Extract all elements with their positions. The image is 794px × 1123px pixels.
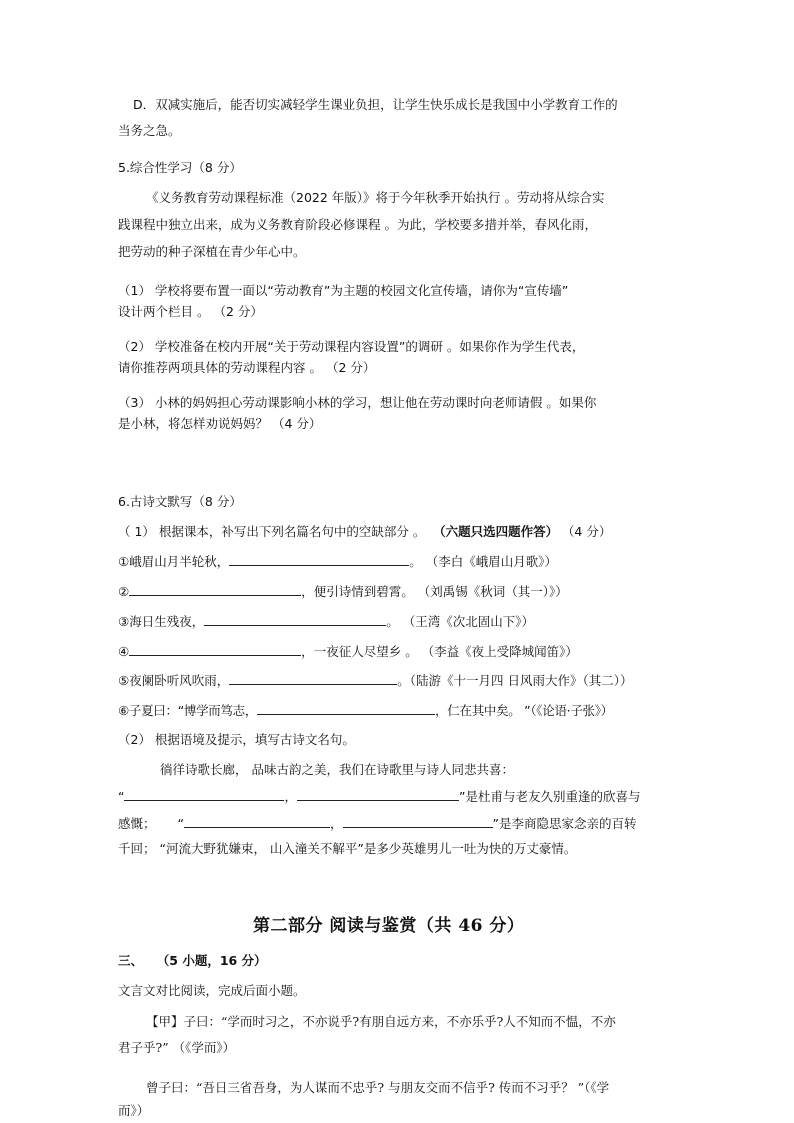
poem-6-source: ，仁在其中矣。 ”（《论语·子张》） <box>435 703 613 718</box>
poem-4-given: ，一夜征人尽望乡 。 （李益《夜上受降城闻笛》） <box>301 644 578 659</box>
fill-2-text: ”是李商隐思家念亲的百转 <box>492 816 637 831</box>
q6-sub2-intro: 徜徉诗歌长廊， 品味古韵之美，我们在诗歌里与诗人同悲共喜： <box>160 762 514 777</box>
poem-3-blank[interactable] <box>204 613 386 626</box>
fill-1-text: ”是杜甫与老友久别重逢的欣喜与 <box>459 789 641 804</box>
fill-2-blank-a[interactable] <box>184 815 330 828</box>
q6-sub1-note: （六题只选四题作答） <box>439 524 559 539</box>
poem-5-given: ⑤夜阑卧听风吹雨， <box>118 673 230 688</box>
option-d-line-2: 当务之急。 <box>118 123 181 138</box>
q5-intro-line-2: 践课程中独立出来，成为义务教育阶段必修课程 。为此，学校要多措并举，春风化雨， <box>118 217 597 232</box>
fill-2-open-quote: “ <box>177 816 184 831</box>
poem-2-number: ② <box>118 584 130 599</box>
fill-2-blank-b[interactable] <box>343 815 493 828</box>
poem-5-blank[interactable] <box>229 672 397 685</box>
q6-sub1-instruction <box>118 524 611 540</box>
q5-sub2-line-1: （2） 学校准备在校内开展“关于劳动课程内容设置”的调研 。如果你作为学生代表， <box>118 339 585 354</box>
q6-sub1-points: （4 分） <box>568 524 612 539</box>
poem-1-given: ①峨眉山月半轮秋， <box>118 554 230 569</box>
q5-intro-line-1: 《义务教育劳动课程标准（2022 年版）》将于今年秋季开始执行 。劳动将从综合实 <box>146 190 605 205</box>
poem-3-source: 。 （王湾《次北固山下》） <box>386 614 534 629</box>
q5-sub2-line-2: 请你推荐两项具体的劳动课程内容 。 （2 分） <box>118 360 376 375</box>
poem-line-4 <box>118 643 578 660</box>
poem-6-given: ⑥子夏曰：“博学而笃志， <box>118 703 258 718</box>
poem-line-6 <box>118 702 613 719</box>
fill-line-1 <box>118 788 640 805</box>
passage-zeng-line-2: 而》） <box>118 1103 150 1118</box>
poem-line-5 <box>118 672 632 689</box>
q6-sub2-instruction: （2） 根据语境及提示，填写古诗文名句。 <box>118 732 355 747</box>
poem-4-number: ④ <box>118 644 130 659</box>
poem-line-3 <box>118 613 534 630</box>
poem-line-1 <box>118 553 557 570</box>
fill-1-comma: ， <box>284 789 297 804</box>
q6-sub1-text: （ 1） 根据课本，补写出下列名篇名句中的空缺部分 。 <box>118 524 426 539</box>
poem-4-blank[interactable] <box>129 643 301 656</box>
option-d-line-1: D．双减实施后，能否切实减轻学生课业负担，让学生快乐成长是我国中小学教育工作的 <box>133 97 618 112</box>
poem-5-source: 。（陆游《十一月四 日风雨大作》（其二）） <box>397 673 633 688</box>
fill-line-3: 千回； “河流大野犹嫌束， 山入潼关不解平”是多少英雄男儿一吐为快的万丈豪情。 <box>118 841 577 856</box>
poem-line-2 <box>118 583 568 600</box>
passage-zeng-line-1: 曾子曰：“吾日三省吾身，为人谋而不忠乎? 与朋友交而不信乎? 传而不习乎？ ”（《学 <box>146 1080 610 1095</box>
fill-1-open-quote: “ <box>118 789 125 804</box>
poem-1-blank[interactable] <box>229 553 409 566</box>
poem-2-blank[interactable] <box>129 583 301 596</box>
q5-sub3-line-1: （3） 小林的妈妈担心劳动课影响小林的学习，想让他在劳动课时向老师请假 。如果你 <box>118 395 597 410</box>
fill-2-prefix: 感慨； <box>118 816 156 831</box>
q5-sub3-line-2: 是小林，将怎样劝说妈妈？ （4 分） <box>118 416 322 431</box>
passage-jia-line-2: 君子乎?” （《学而》） <box>118 1040 236 1055</box>
section-three-points: （5 小题，16 分） <box>163 953 267 968</box>
fill-1-blank-a[interactable] <box>124 788 284 801</box>
section-three-intro: 文言文对比阅读，完成后面小题。 <box>118 983 306 998</box>
q5-intro-line-3: 把劳动的种子深植在青少年心中。 <box>118 244 306 259</box>
q6-title: 6.古诗文默写（8 分） <box>118 494 242 509</box>
poem-6-blank[interactable] <box>257 702 435 715</box>
poem-2-given: ，便引诗情到碧霄。 （刘禹锡《秋词（其一）》） <box>301 584 568 599</box>
fill-1-blank-b[interactable] <box>297 788 459 801</box>
q5-sub1-line-2: 设计两个栏目 。 （2 分） <box>118 304 263 319</box>
q5-title: 5.综合性学习（8 分） <box>118 160 242 175</box>
fill-2-comma: ， <box>330 816 343 831</box>
passage-jia-line-1: 【甲】子曰：“学而时习之，不亦说乎?有朋自远方来，不亦乐乎?人不知而不愠，不亦 <box>146 1014 616 1029</box>
q5-sub1-line-1: （1） 学校将要布置一面以“劳动教育”为主题的校园文化宣传墙，请你为“宣传墙” <box>118 283 569 298</box>
poem-3-given: ③海日生残夜， <box>118 614 205 629</box>
fill-line-2 <box>118 815 637 832</box>
section-three-number: 三、 <box>118 953 144 968</box>
poem-1-source: 。 （李白《峨眉山月歌》） <box>409 554 557 569</box>
section-three-heading <box>118 953 267 969</box>
part-two-heading: 第二部分 阅读与鉴赏（共 46 分） <box>253 916 525 936</box>
